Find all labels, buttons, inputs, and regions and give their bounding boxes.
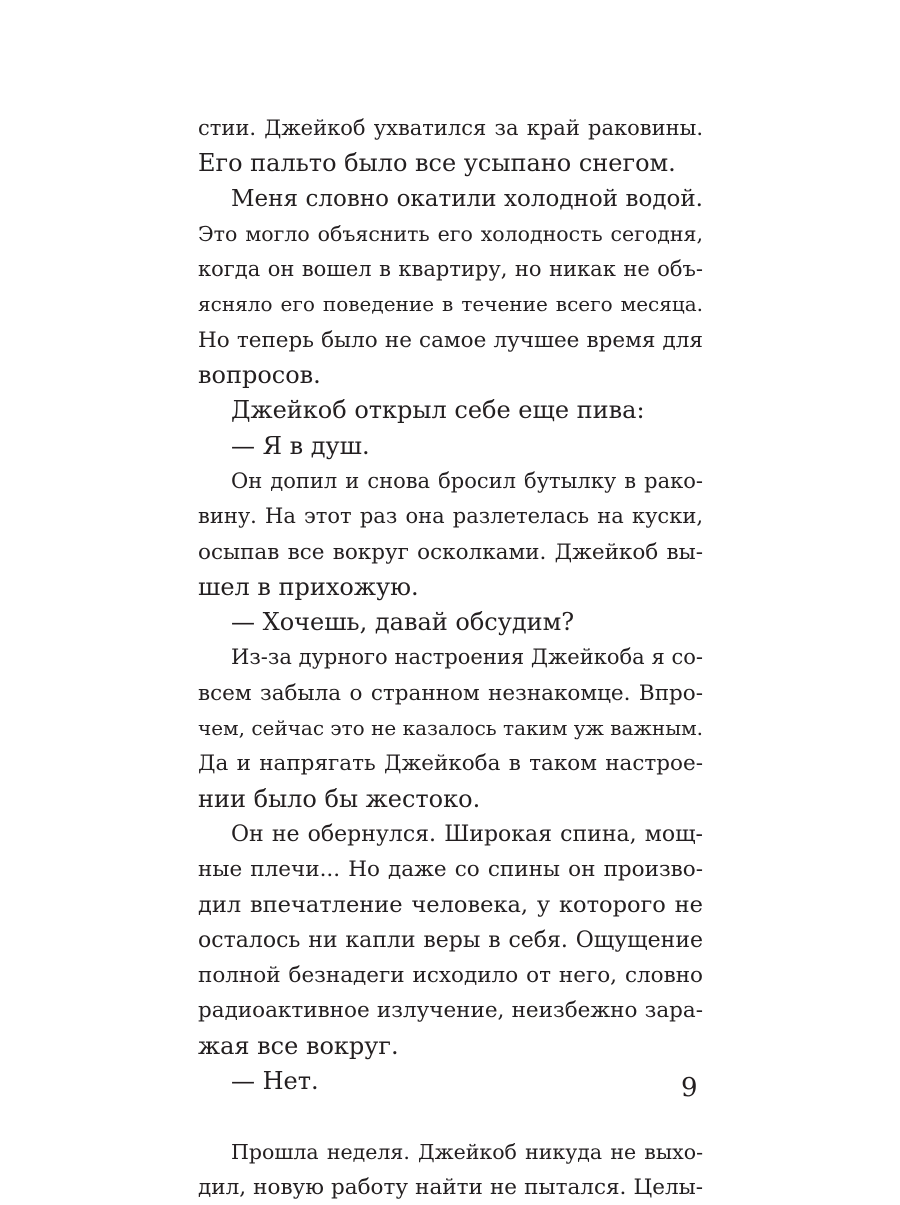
text-line: Он не обернулся. Широкая спина, мощ-	[231, 821, 703, 847]
text-line: осыпав все вокруг осколками. Джейкоб вы-	[198, 539, 703, 565]
text-line: Из-за дурного настроения Джейкоба я со-	[231, 645, 703, 670]
dialogue-line: — Хочешь, давай обсудим?	[231, 608, 575, 637]
text-line: радиоактивное излучение, неизбежно зара-	[198, 998, 703, 1024]
text-line: жая все вокруг.	[198, 1031, 399, 1060]
text-line: ясняло его поведение в течение всего месяца.	[198, 292, 703, 317]
text-line: полной безнадеги исходило от него, словно	[198, 963, 703, 989]
text-line: вопросов.	[198, 361, 321, 390]
text-line: Но теперь было не самое лучшее время для	[198, 327, 703, 353]
body-text	[198, 111, 703, 1205]
text-line: стии. Джейкоб ухватился за край раковины.	[198, 116, 703, 140]
dialogue-line: — Нет.	[231, 1067, 319, 1096]
text-line: вину. На этот раз она разлетелась на куски,	[198, 504, 703, 529]
text-line: дил впечатление человека, у которого не	[198, 891, 703, 918]
text-line: Меня словно окатили холодной водой.	[231, 185, 703, 212]
text-line: нии было бы жестоко.	[198, 784, 481, 813]
text-line: Он допил и снова бросил бутылку в рако-	[231, 468, 703, 493]
text-line: осталось ни капли веры в себя. Ощущение	[198, 927, 703, 953]
text-line: дил, новую работу найти не пытался. Целы-	[198, 1174, 703, 1200]
text-line: чем, сейчас это не казалось таким уж важным.	[198, 716, 704, 741]
page-number: 9	[681, 1073, 698, 1103]
text-line: ные плечи... Но даже со спины он произво-	[198, 857, 703, 883]
text-line: Его пальто было все усыпано снегом.	[198, 149, 676, 178]
text-line: Джейкоб открыл себе еще пива:	[231, 396, 645, 425]
section-break	[198, 1099, 703, 1134]
dialogue-line: — Я в душ.	[231, 431, 370, 460]
text-line: шел в прихожую.	[198, 572, 419, 601]
text-line: Да и напрягать Джейкоба в таком настрое-	[198, 751, 703, 777]
text-line: всем забыла о странном незнакомце. Впро-	[198, 680, 703, 706]
text-line: когда он вошел в квартиру, но никак не объ-	[198, 257, 703, 282]
text-line: Прошла неделя. Джейкоб никуда не выхо-	[231, 1139, 703, 1164]
text-line: Это могло объяснить его холодность сегодня,	[198, 221, 703, 246]
